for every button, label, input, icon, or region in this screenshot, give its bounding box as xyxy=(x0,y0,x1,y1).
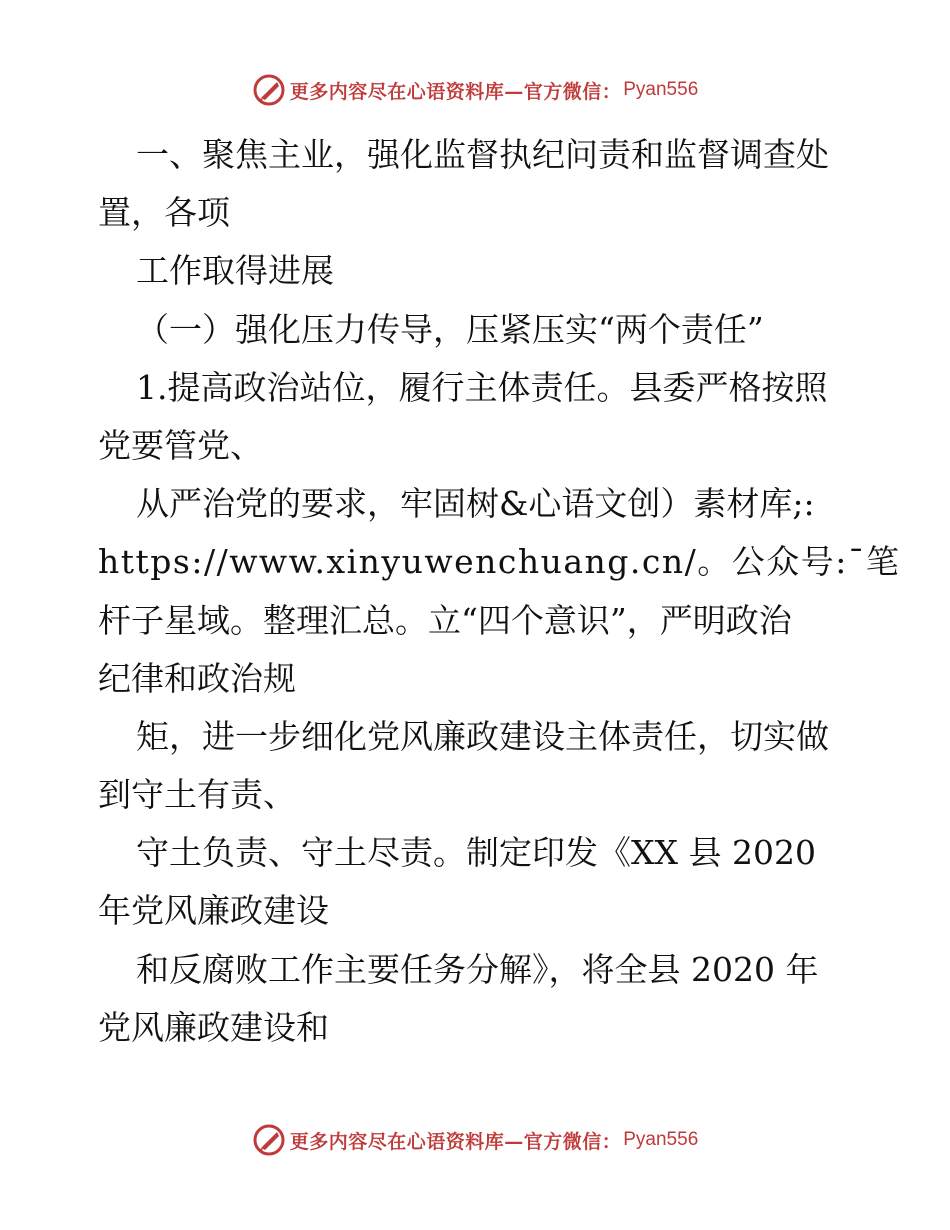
section-heading: （一）强化压力传导，压紧压实“两个责任” xyxy=(136,309,764,349)
paragraph-line: 党风廉政建设和 xyxy=(98,1007,329,1047)
watermark-text: 更多内容尽在心语资料库—官方微信： xyxy=(289,80,622,103)
quill-pen-logo-icon xyxy=(252,73,286,107)
paragraph-line: 置，各项 xyxy=(98,193,230,233)
paragraph-line: 守土负责、守土尽责。制定印发《XX 县 2020 xyxy=(136,833,816,873)
paragraph-line: 纪律和政治规 xyxy=(98,658,296,698)
paragraph-line: 1.提高政治站位，履行主体责任。县委严格按照 xyxy=(136,367,828,407)
paragraph-line: 年党风廉政建设 xyxy=(98,891,329,931)
paragraph-line: 一、聚焦主业，强化监督执纪问责和监督调查处 xyxy=(136,135,829,174)
watermark-id: Pyan556 xyxy=(623,1129,699,1150)
quill-pen-logo-icon xyxy=(252,1123,286,1157)
watermark-text: 更多内容尽在心语资料库—官方微信： xyxy=(289,1130,622,1153)
paragraph-line: 矩，进一步细化党风廉政建设主体责任，切实做 xyxy=(136,716,829,756)
document-body xyxy=(98,126,901,1057)
paragraph-line: 党要管党、 xyxy=(98,425,263,465)
paragraph-line: 杆子星域。整理汇总。立“四个意识”，严明政治 xyxy=(98,600,792,640)
paragraph-line: 和反腐败工作主要任务分解》，将全县 2020 年 xyxy=(136,949,819,989)
paragraph-line: https://www.xinyuwenchuang.cn/。公众号:¯笔 xyxy=(98,542,901,582)
paragraph-line: 从严治党的要求，牢固树&心语文创）素材库;: xyxy=(136,484,815,524)
paragraph-line: 到守土有责、 xyxy=(98,775,296,815)
paragraph-line: 工作取得进展 xyxy=(136,251,334,291)
header-watermark xyxy=(0,70,950,110)
watermark-id: Pyan556 xyxy=(623,79,699,100)
footer-watermark xyxy=(0,1120,950,1160)
